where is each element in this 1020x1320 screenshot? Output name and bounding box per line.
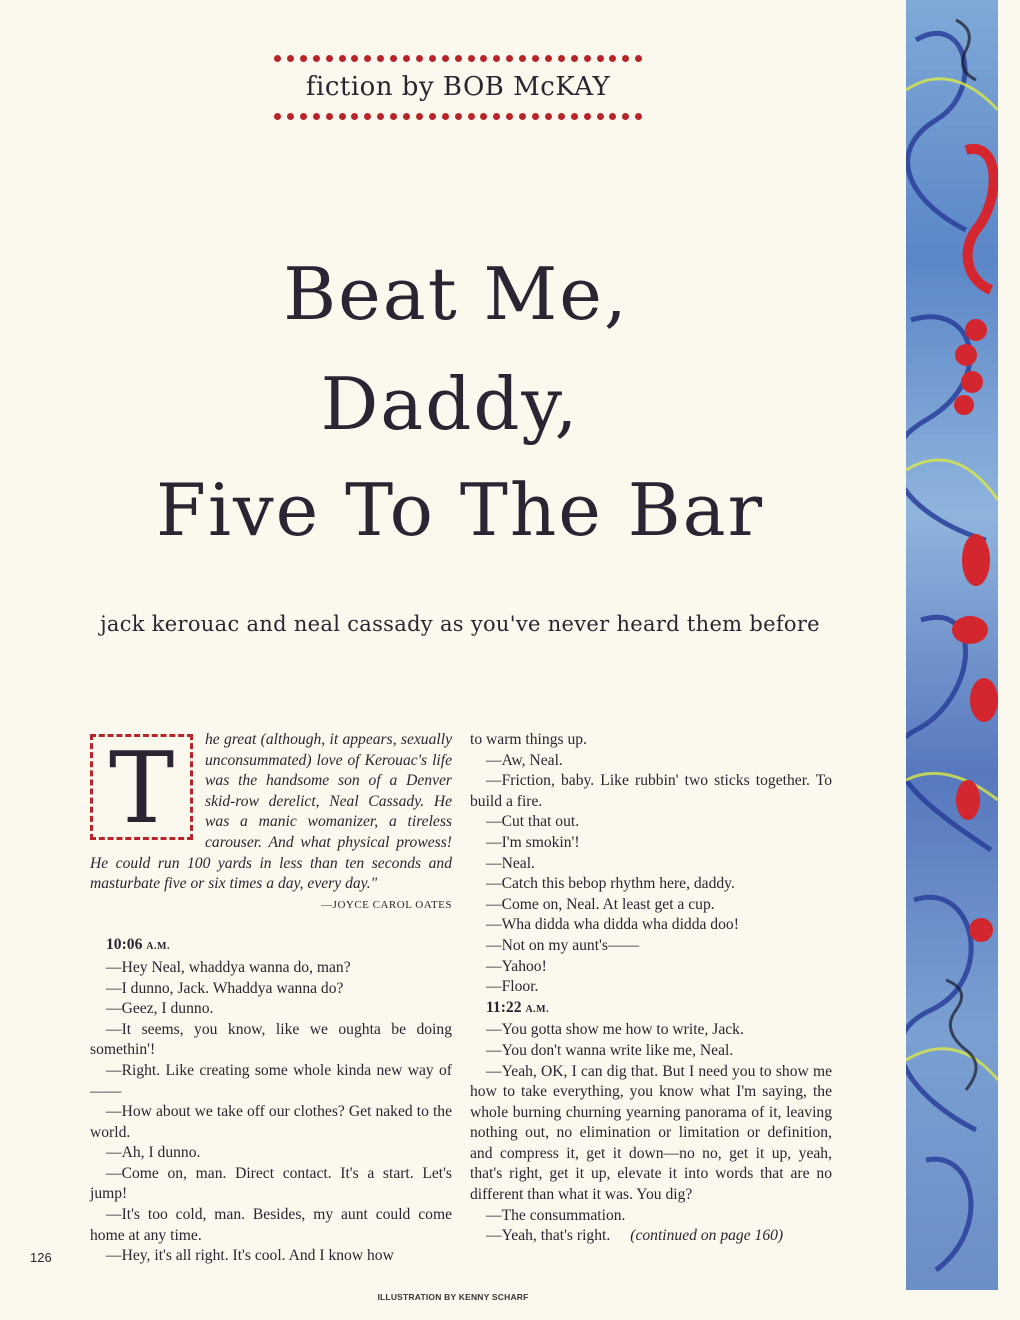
column-left <box>90 730 452 1267</box>
dot <box>390 55 397 62</box>
dot <box>351 55 358 62</box>
dot <box>622 55 629 62</box>
timestamp-suffix: A.M. <box>525 1003 550 1015</box>
dialogue-line: —Yeah, OK, I can dig that. But I need you to show me how to take everything, you know what I'm saying, the whole burning churning yearning panorama of it, leaving nothing out, no elimination or limitation or definition, and compress it, get it down—no no, get it up, yeah, that's right, get it up, elevate it into words that are no different than what it was. You dig? <box>470 1062 832 1204</box>
dot <box>545 55 552 62</box>
dot <box>493 113 500 120</box>
dot <box>584 55 591 62</box>
dot <box>609 113 616 120</box>
dot <box>597 55 604 62</box>
dialogue-line: —Neal. <box>486 854 535 872</box>
illustration-art <box>906 0 998 1290</box>
byline: fiction by BOB McKAY <box>305 72 611 102</box>
dialogue-line: —It seems, you know, like we oughta be doing somethin'! <box>90 1020 452 1059</box>
dot <box>274 55 281 62</box>
illustration-credit: ILLUSTRATION BY KENNY SCHARF <box>377 1292 529 1302</box>
dialogue-line <box>470 1226 832 1247</box>
dialogue-line: —Catch this bebop rhythm here, daddy. <box>486 875 735 893</box>
dot <box>326 113 333 120</box>
dialogue-line: —Geez, I dunno. <box>106 1000 214 1018</box>
timestamp-time: 10:06 <box>106 936 143 954</box>
dot <box>584 113 591 120</box>
subtitle: jack kerouac and neal cassady as you've never heard them before <box>100 612 820 636</box>
dot <box>300 113 307 120</box>
title-line-1: Beat Me, <box>283 252 629 336</box>
dot <box>532 113 539 120</box>
epigraph-attribution: —JOYCE CAROL OATES <box>321 898 452 911</box>
dot <box>377 55 384 62</box>
dot <box>313 113 320 120</box>
dot <box>571 113 578 120</box>
dot <box>429 55 436 62</box>
dot <box>480 55 487 62</box>
dot <box>558 113 565 120</box>
dot <box>468 113 475 120</box>
dot <box>287 113 294 120</box>
dialogue-line: —Aw, Neal. <box>486 751 563 769</box>
dot <box>351 113 358 120</box>
timestamp <box>470 998 832 1021</box>
dot <box>506 55 513 62</box>
page-number: 126 <box>30 1250 52 1265</box>
dialogue-line: —Hey, it's all right. It's cool. And I know how <box>106 1247 394 1265</box>
dot <box>442 113 449 120</box>
dotted-rule-top <box>274 55 642 65</box>
dialogue-line: —I dunno, Jack. Whaddya wanna do? <box>106 979 344 997</box>
dot <box>377 113 384 120</box>
dot <box>364 113 371 120</box>
dot <box>403 55 410 62</box>
dialogue-line: —Come on, Neal. At least get a cup. <box>486 895 715 913</box>
dot <box>519 113 526 120</box>
dropcap-letter: T <box>108 732 175 846</box>
dialogue-continuation: to warm things up. <box>470 731 587 748</box>
dot <box>442 55 449 62</box>
dot <box>416 113 423 120</box>
dropcap <box>90 732 193 846</box>
dot <box>468 55 475 62</box>
dot <box>635 55 642 62</box>
dialogue-line: —Right. Like creating some whole kinda new way of—— <box>90 1061 452 1100</box>
timestamp <box>90 935 452 958</box>
continued-note: (continued on page 160) <box>630 1227 784 1245</box>
dialogue-line: —Come on, man. Direct contact. It's a start. Let's jump! <box>90 1164 452 1203</box>
dot <box>339 113 346 120</box>
dialogue-line: —Friction, baby. Like rubbin' two sticks together. To build a fire. <box>470 772 832 810</box>
dialogue-line: —The consummation. <box>486 1206 626 1224</box>
dialogue-line: —You don't wanna write like me, Neal. <box>486 1041 734 1059</box>
epigraph-text: he great (although, it appears, sexually unconsummated) love of Kerouac's life was the handsome son of a Denver skid-row derelict, Neal Cassady. He was a manic womanizer, a tireless carouser. And what physical prowess! He could run 100 yards in less than ten seconds and masturbate five or six times a day, every day." <box>90 731 452 893</box>
dialogue-line: —You gotta show me how to write, Jack. <box>486 1021 744 1039</box>
dialogue-line: —Not on my aunt's—— <box>486 936 640 954</box>
dot <box>558 55 565 62</box>
dot <box>532 55 539 62</box>
timestamp-time: 11:22 <box>486 998 522 1016</box>
dialogue-line: —Cut that out. <box>486 813 580 831</box>
dot <box>571 55 578 62</box>
dialogue-line: —Hey Neal, whaddya wanna do, man? <box>106 958 351 976</box>
dialogue-line: —Wha didda wha didda wha didda doo! <box>486 916 739 934</box>
dotted-rule-bottom <box>274 113 642 123</box>
dot <box>519 55 526 62</box>
dot <box>480 113 487 120</box>
dialogue-line: —Ah, I dunno. <box>106 1144 201 1162</box>
dot <box>416 55 423 62</box>
dot <box>313 55 320 62</box>
dialogue-line: —How about we take off our clothes? Get naked to the world. <box>90 1103 452 1141</box>
dot <box>455 113 462 120</box>
dot <box>300 55 307 62</box>
dot <box>455 55 462 62</box>
dialogue-line: —It's too cold, man. Besides, my aunt could come home at any time. <box>90 1206 452 1244</box>
dot <box>339 55 346 62</box>
dot <box>403 113 410 120</box>
right-column-body <box>470 730 832 1247</box>
dot <box>545 113 552 120</box>
title-line-3: Five To The Bar <box>156 468 764 552</box>
dialogue-line: —Yahoo! <box>486 957 547 975</box>
dot <box>390 113 397 120</box>
illustration-strip <box>906 0 998 1290</box>
column-right <box>470 730 832 1247</box>
dot <box>326 55 333 62</box>
dot <box>622 113 629 120</box>
dot <box>597 113 604 120</box>
dot <box>364 55 371 62</box>
dot <box>493 55 500 62</box>
dot <box>635 113 642 120</box>
dot <box>429 113 436 120</box>
dot <box>287 55 294 62</box>
dot <box>274 113 281 120</box>
dot <box>609 55 616 62</box>
dialogue-text: —Yeah, that's right. <box>486 1227 611 1245</box>
dot <box>506 113 513 120</box>
left-column-body <box>90 935 452 1267</box>
dialogue-line: —Floor. <box>486 978 539 996</box>
timestamp-suffix: A.M. <box>146 941 170 953</box>
dialogue-line: —I'm smokin'! <box>486 833 580 851</box>
title-line-2: Daddy, <box>320 362 580 446</box>
